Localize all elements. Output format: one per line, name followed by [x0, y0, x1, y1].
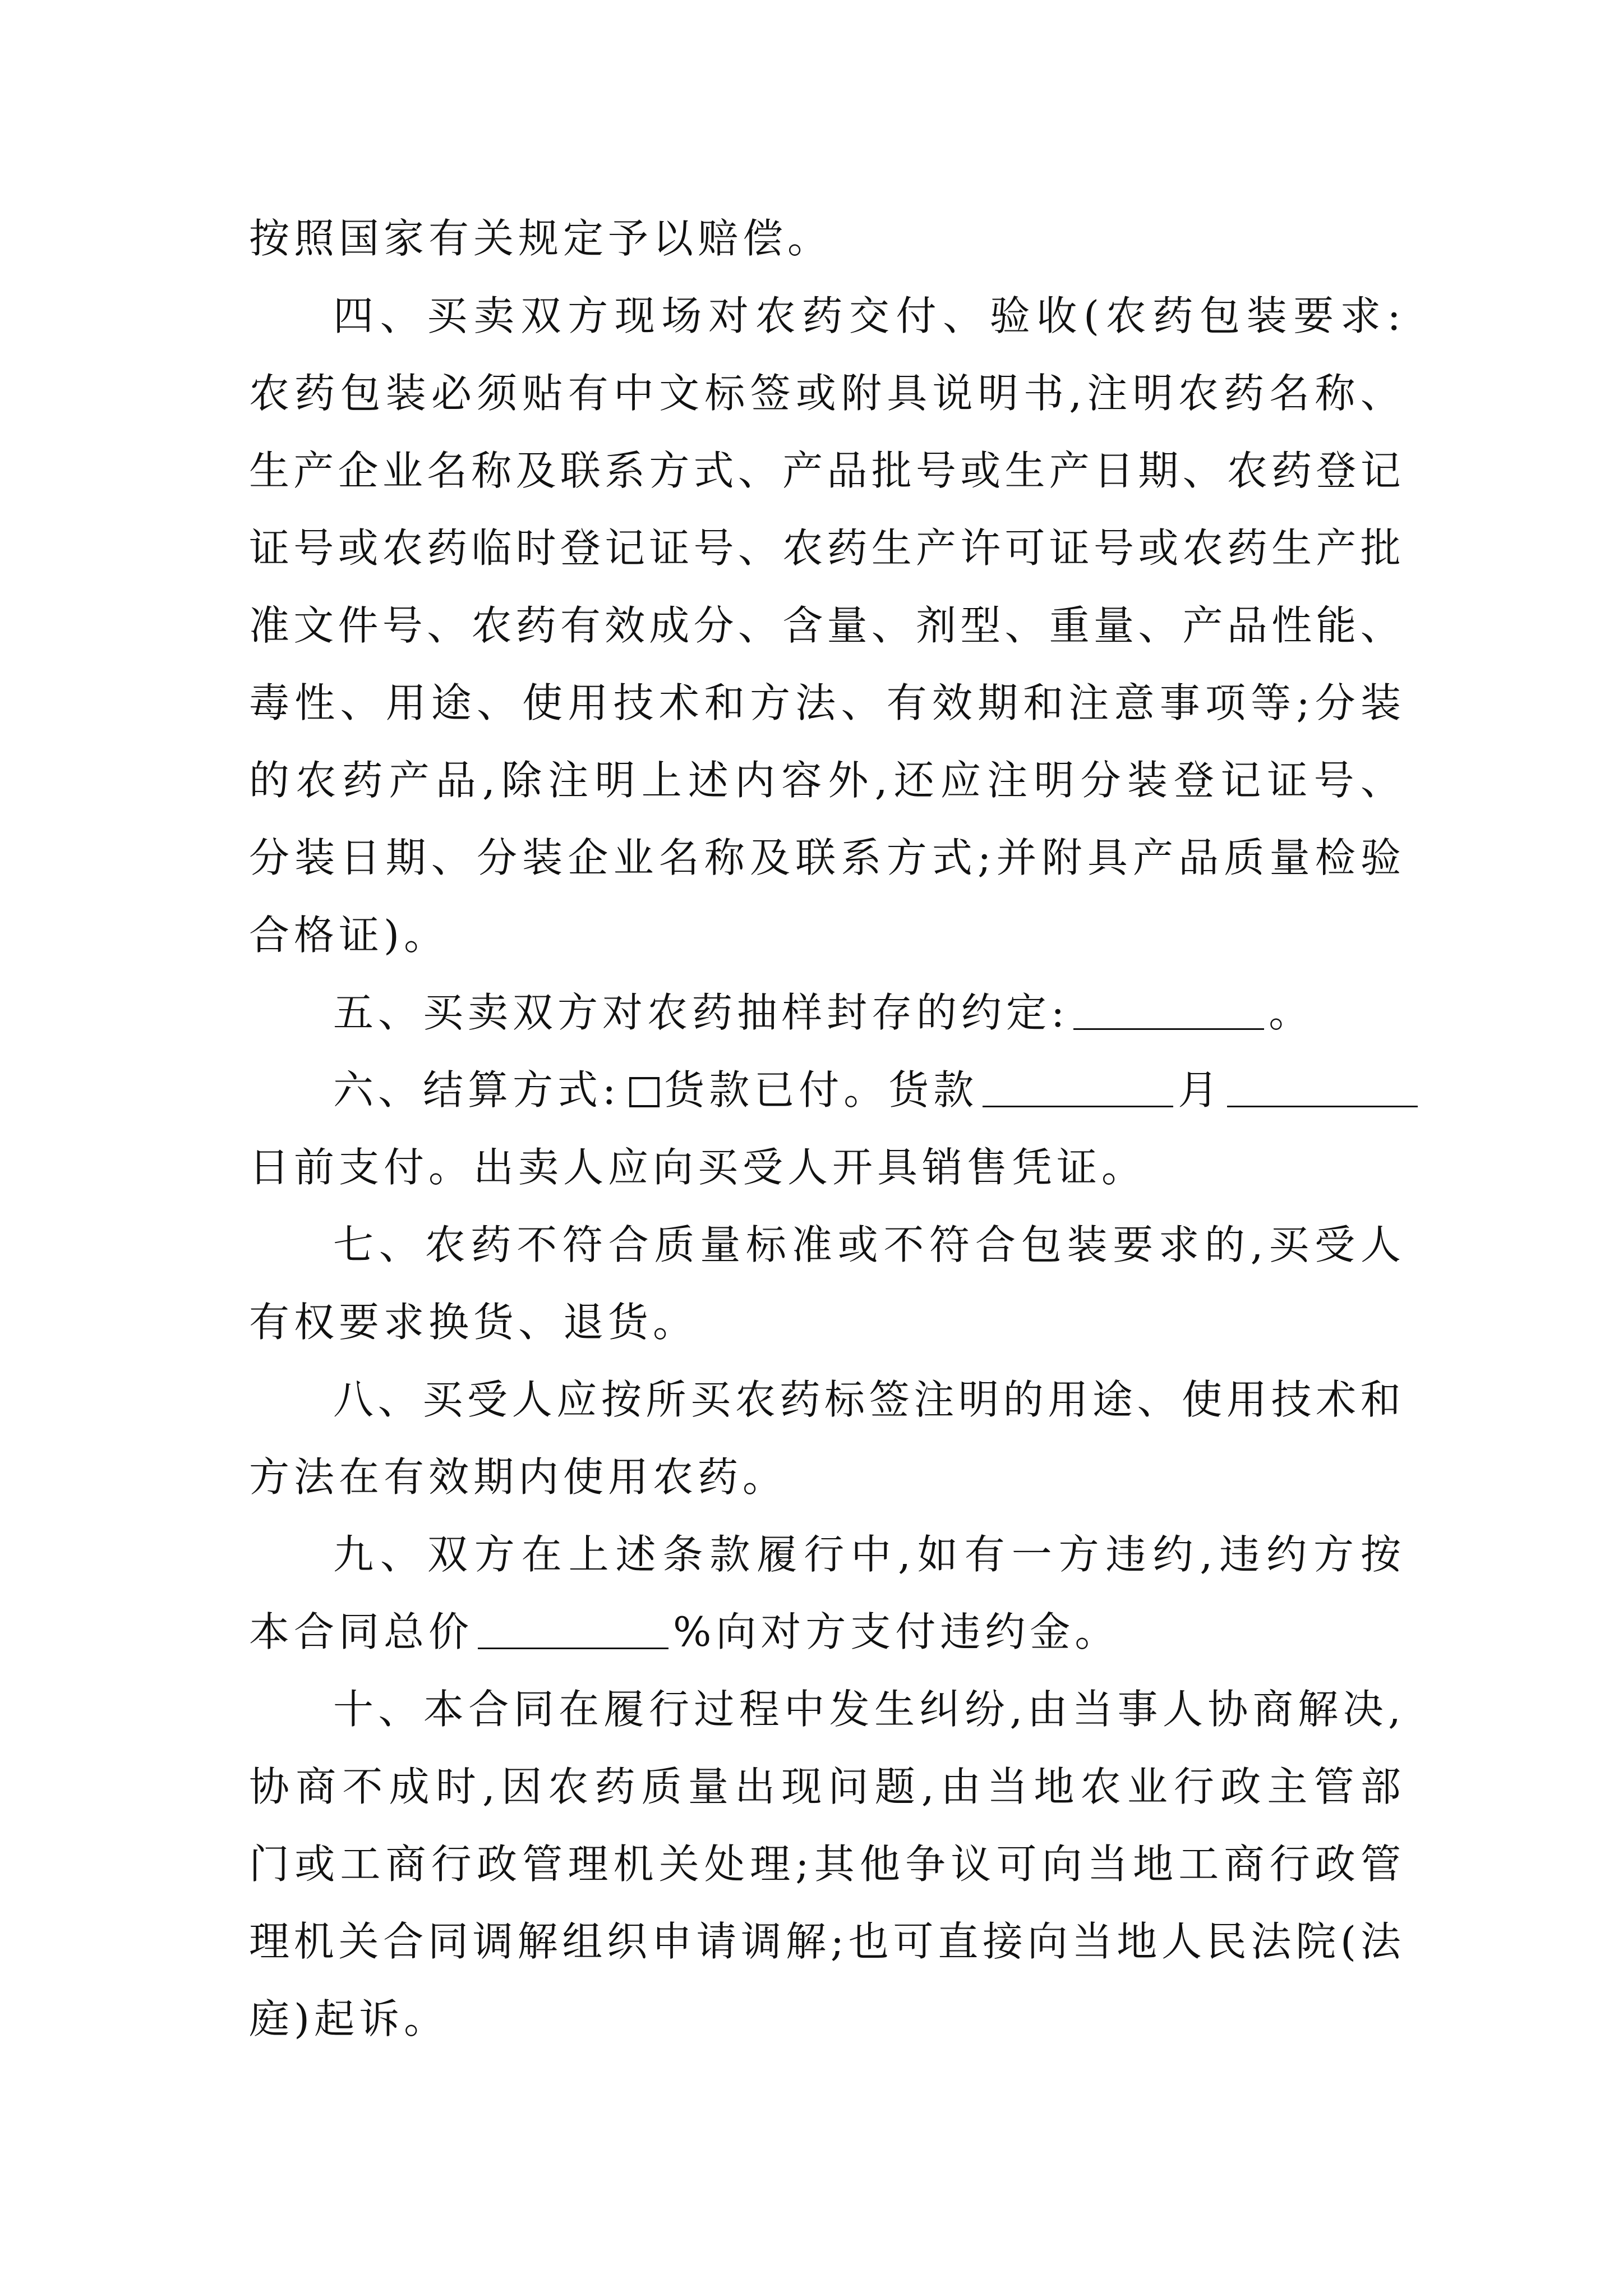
- clause-4-line: 毒 性 、 用 途 、 使 用 技 术 和 方 法 、 有 效 期 和 注 意 事 项 等 ; 分 装: [249, 679, 1401, 726]
- payment-checkbox[interactable]: [629, 1077, 660, 1107]
- clause-9-line-1: 九 、 双 方 在 上 述 条 款 履 行 中 , 如 有 一 方 违 约 , 违 约 方 按: [333, 1531, 1401, 1578]
- clause-10-line-1: 十 、 本 合 同 在 履 行 过 程 中 发 生 纠 纷 , 由 当 事 人 协 商 解 决 ,: [333, 1686, 1401, 1733]
- clause-4-line: 准 文 件 号 、 农 药 有 效 成 分 、 含 量 、 剂 型 、 重 量 、 产 品 性 能 、: [249, 602, 1401, 649]
- clause-4-line: 生 产 企 业 名 称 及 联 系 方 式 、 产 品 批 号 或 生 产 日 期 、 农 药 登 记: [249, 447, 1401, 494]
- clause-4-line: 分 装 日 期 、 分 装 企 业 名 称 及 联 系 方 式 ; 并 附 具 产 品 质 量 检 验: [249, 834, 1401, 881]
- penalty-percent-blank[interactable]: [478, 1605, 668, 1649]
- clause-4-line: 合格证)。: [249, 912, 449, 959]
- clause-7-line-2: 有权要求换货、退货。: [249, 1299, 698, 1346]
- clause-6: [249, 1051, 1401, 1129]
- clause-9-start: 本合同总价: [249, 1608, 474, 1655]
- payment-day-blank[interactable]: [1227, 1063, 1418, 1107]
- clause-7-line-1: 七 、 农 药 不 符 合 质 量 标 准 或 不 符 合 包 装 要 求 的 , 买 受 人: [333, 1221, 1401, 1268]
- sampling-agreement-blank[interactable]: [1073, 986, 1264, 1030]
- clause-4-line: 四 、 买 卖 双 方 现 场 对 农 药 交 付 、 验 收 ( 农 药 包 装 要 求 :: [333, 292, 1401, 339]
- clause-9-end: %向对方支付违约金。: [673, 1608, 1120, 1655]
- clause-5-text: 五、买卖双方对农药抽样封存的约定:: [333, 989, 1069, 1036]
- clause-8-line-2: 方法在有效期内使用农药。: [249, 1453, 788, 1501]
- paragraph-line: 按照国家有关规定予以赔偿。: [249, 215, 833, 262]
- clause-4-line: 的 农 药 产 品 , 除 注 明 上 述 内 容 外 , 还 应 注 明 分 装 登 记 证 号 、: [249, 757, 1401, 804]
- checkbox-label: 货款已付。货款: [664, 1066, 979, 1114]
- clause-6-line-2: 日前支付。出卖人应向买受人开具销售凭证。: [249, 1144, 1147, 1191]
- clause-4-line: 农 药 包 装 必 须 贴 有 中 文 标 签 或 附 具 说 明 书 , 注 明 农 药 名 称 、: [249, 370, 1401, 417]
- clause-4-line: 证 号 或 农 药 临 时 登 记 证 号 、 农 药 生 产 许 可 证 号 或 农 药 生 产 批: [249, 524, 1401, 572]
- clause-5: [249, 974, 1401, 1051]
- clause-10-line-2: 协 商 不 成 时 , 因 农 药 质 量 出 现 问 题 , 由 当 地 农 业 行 政 主 管 部: [249, 1763, 1401, 1810]
- month-label: 月: [1178, 1066, 1223, 1114]
- document-page: [249, 200, 1401, 2058]
- clause-9-line-2: [249, 1593, 1401, 1671]
- clause-10-line-4: 理 机 关 合 同 调 解 组 织 申 请 调 解 ; 也 可 直 接 向 当 地 人 民 法 院 ( 法: [249, 1918, 1401, 1965]
- clause-6-text: 六、结算方式:: [333, 1066, 621, 1114]
- clause-10-line-3: 门 或 工 商 行 政 管 理 机 关 处 理 ; 其 他 争 议 可 向 当 地 工 商 行 政 管: [249, 1841, 1401, 1888]
- clause-10-line-5: 庭)起诉。: [249, 1995, 449, 2042]
- payment-month-blank[interactable]: [983, 1063, 1173, 1107]
- clause-8-line-1: 八 、 买 受 人 应 按 所 买 农 药 标 签 注 明 的 用 途 、 使 用 技 术 和: [333, 1376, 1401, 1423]
- clause-5-end: 。: [1269, 989, 1314, 1036]
